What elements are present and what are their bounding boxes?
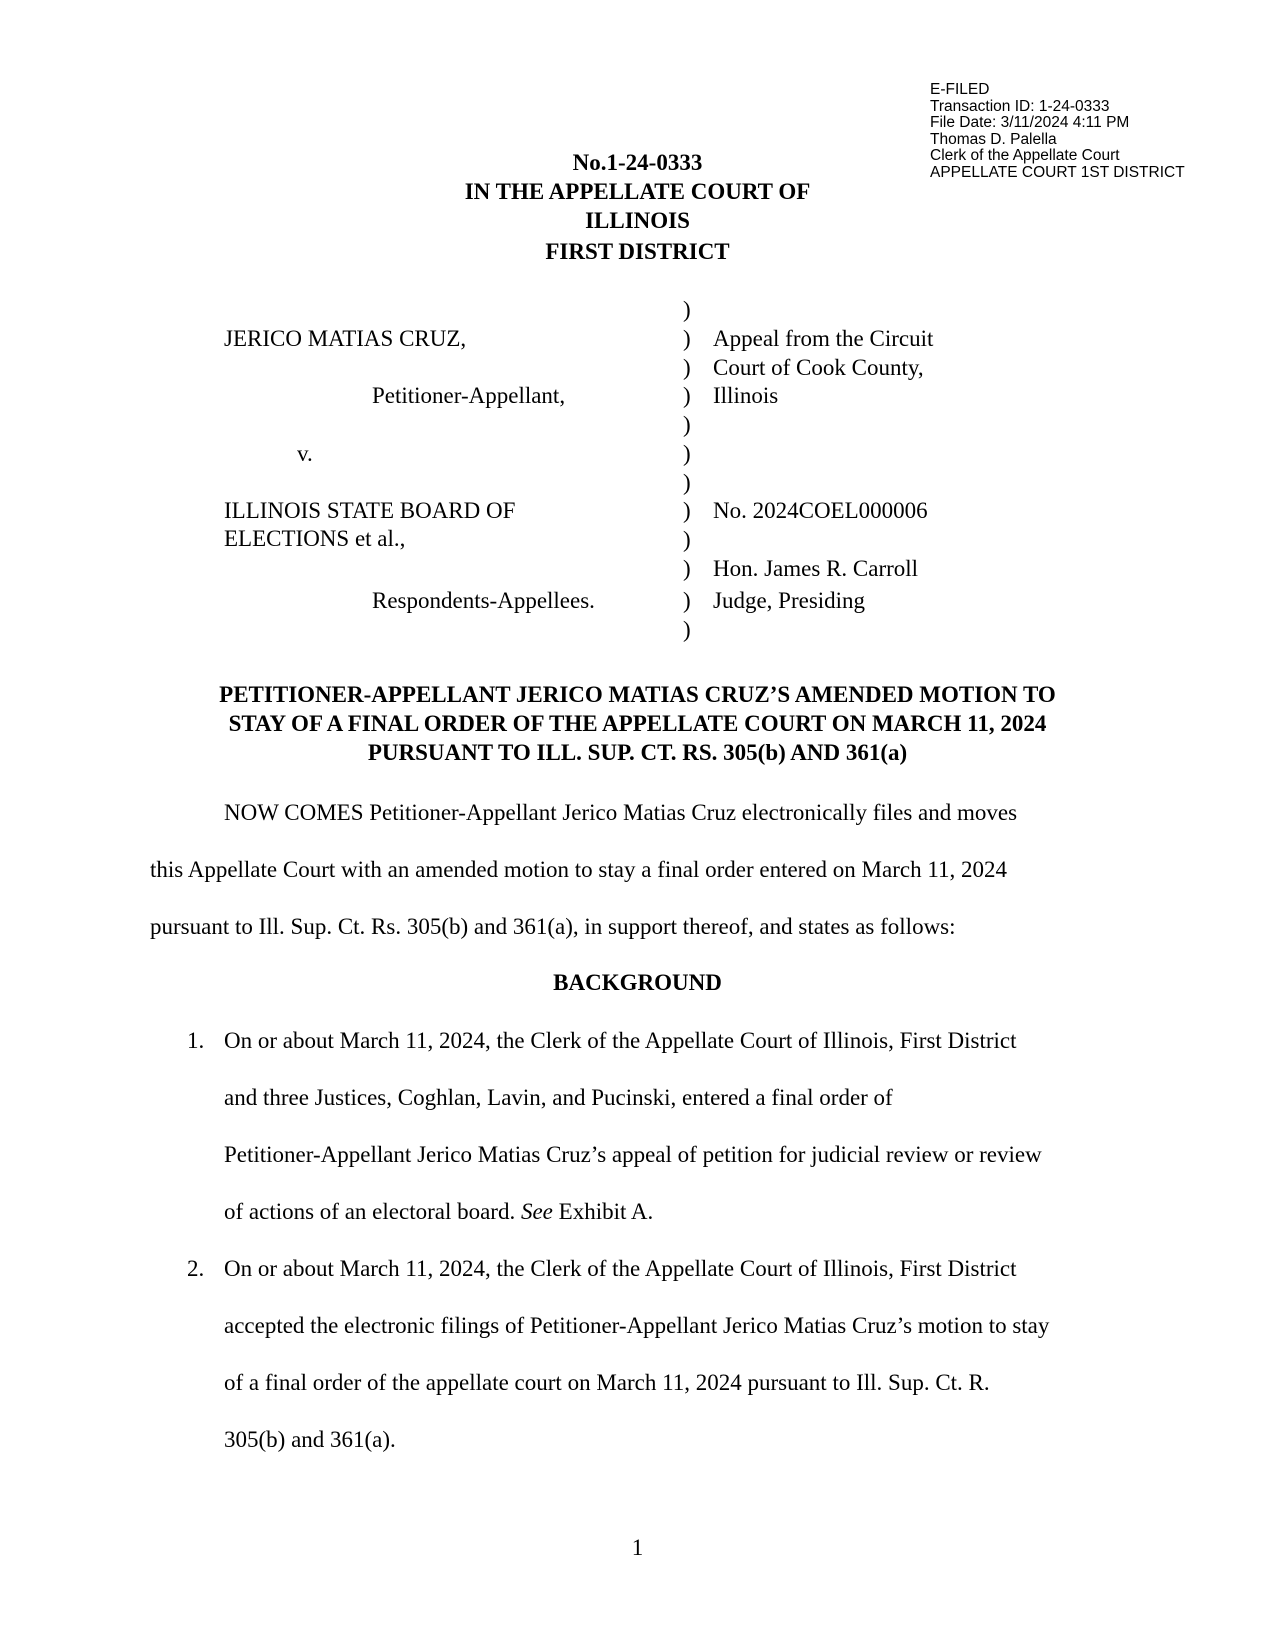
section-heading: BACKGROUND [553,970,722,995]
item-line [224,1199,653,1225]
intro-line: pursuant to Ill. Sup. Ct. Rs. 305(b) and 361(a), in support thereof, and states as follows: [150,914,956,939]
caption-paren: ) [683,412,691,437]
item-line: On or about March 11, 2024, the Clerk of the Appellate Court of Illinois, First District [224,1256,1017,1281]
lower-court-case-number: No. 2024COEL000006 [713,498,928,523]
item-line: of a final order of the appellate court on March 11, 2024 pursuant to Ill. Sup. Ct. R. [224,1370,990,1395]
stamp-line: Clerk of the Appellate Court [930,147,1120,164]
caption-paren: ) [683,297,691,322]
item-number: 2. [187,1256,205,1281]
stamp-line: E-FILED [930,81,990,98]
intro-line: NOW COMES Petitioner-Appellant Jerico Matias Cruz electronically files and moves [224,800,1018,825]
case-number: No.1-24-0333 [572,150,703,175]
stamp-line: Transaction ID: 1-24-0333 [930,97,1110,115]
item-text: of actions of an electoral board. [224,1199,521,1224]
item-line: and three Justices, Coghlan, Lavin, and Pucinski, entered a final order of [224,1085,893,1110]
caption-paren: ) [683,617,691,642]
petitioner-role: Petitioner-Appellant, [372,383,566,408]
motion-title-line: PETITIONER-APPELLANT JERICO MATIAS CRUZ’S AMENDED MOTION TO [219,682,1056,707]
appeal-from-line3: Illinois [713,383,779,408]
caption-paren: ) [683,527,691,552]
court-name-line2: ILLINOIS [585,208,690,233]
stamp-line: APPELLATE COURT 1ST DISTRICT [930,163,1185,181]
judge-name: Hon. James R. Carroll [713,556,919,581]
motion-title-line: STAY OF A FINAL ORDER OF THE APPELLATE COURT ON MARCH 11, 2024 [228,711,1047,736]
court-name-line1: IN THE APPELLATE COURT OF [464,179,811,204]
item-text: Exhibit A. [552,1199,654,1224]
court-district: FIRST DISTRICT [545,239,730,264]
caption-paren: ) [683,498,691,523]
caption-paren: ) [683,470,691,495]
item-line: accepted the electronic filings of Petitioner-Appellant Jerico Matias Cruz’s motion to stay [224,1313,1050,1338]
caption-paren: ) [683,556,691,581]
page-number: 1 [631,1535,644,1560]
caption-paren: ) [683,326,691,351]
stamp-line: File Date: 3/11/2024 4:11 PM [930,114,1130,131]
item-line: Petitioner-Appellant Jerico Matias Cruz’s appeal of petition for judicial review or review [224,1142,1042,1167]
respondent-name-line2: ELECTIONS et al., [224,526,406,551]
caption-paren: ) [683,383,691,408]
versus-label: v. [297,441,313,466]
respondent-role: Respondents-Appellees. [372,588,595,613]
intro-line: this Appellate Court with an amended motion to stay a final order entered on March 11, 2024 [150,857,1007,882]
motion-title-line: PURSUANT TO ILL. SUP. CT. RS. 305(b) AND 361(a) [367,740,908,765]
citation-signal: See [520,1199,553,1224]
caption-paren: ) [683,588,691,613]
appeal-from-line2: Court of Cook County, [713,355,924,380]
item-number: 1. [187,1028,205,1053]
petitioner-name: JERICO MATIAS CRUZ, [224,326,467,351]
respondent-name-line1: ILLINOIS STATE BOARD OF [224,498,516,523]
caption-paren: ) [683,355,691,380]
item-line: On or about March 11, 2024, the Clerk of the Appellate Court of Illinois, First District [224,1028,1017,1053]
item-line: 305(b) and 361(a). [224,1427,396,1452]
motion-title [140,680,1135,767]
stamp-line: Thomas D. Palella [930,130,1057,148]
caption-paren: ) [683,441,691,466]
judge-title: Judge, Presiding [713,588,866,613]
appeal-from-line1: Appeal from the Circuit [713,326,934,351]
